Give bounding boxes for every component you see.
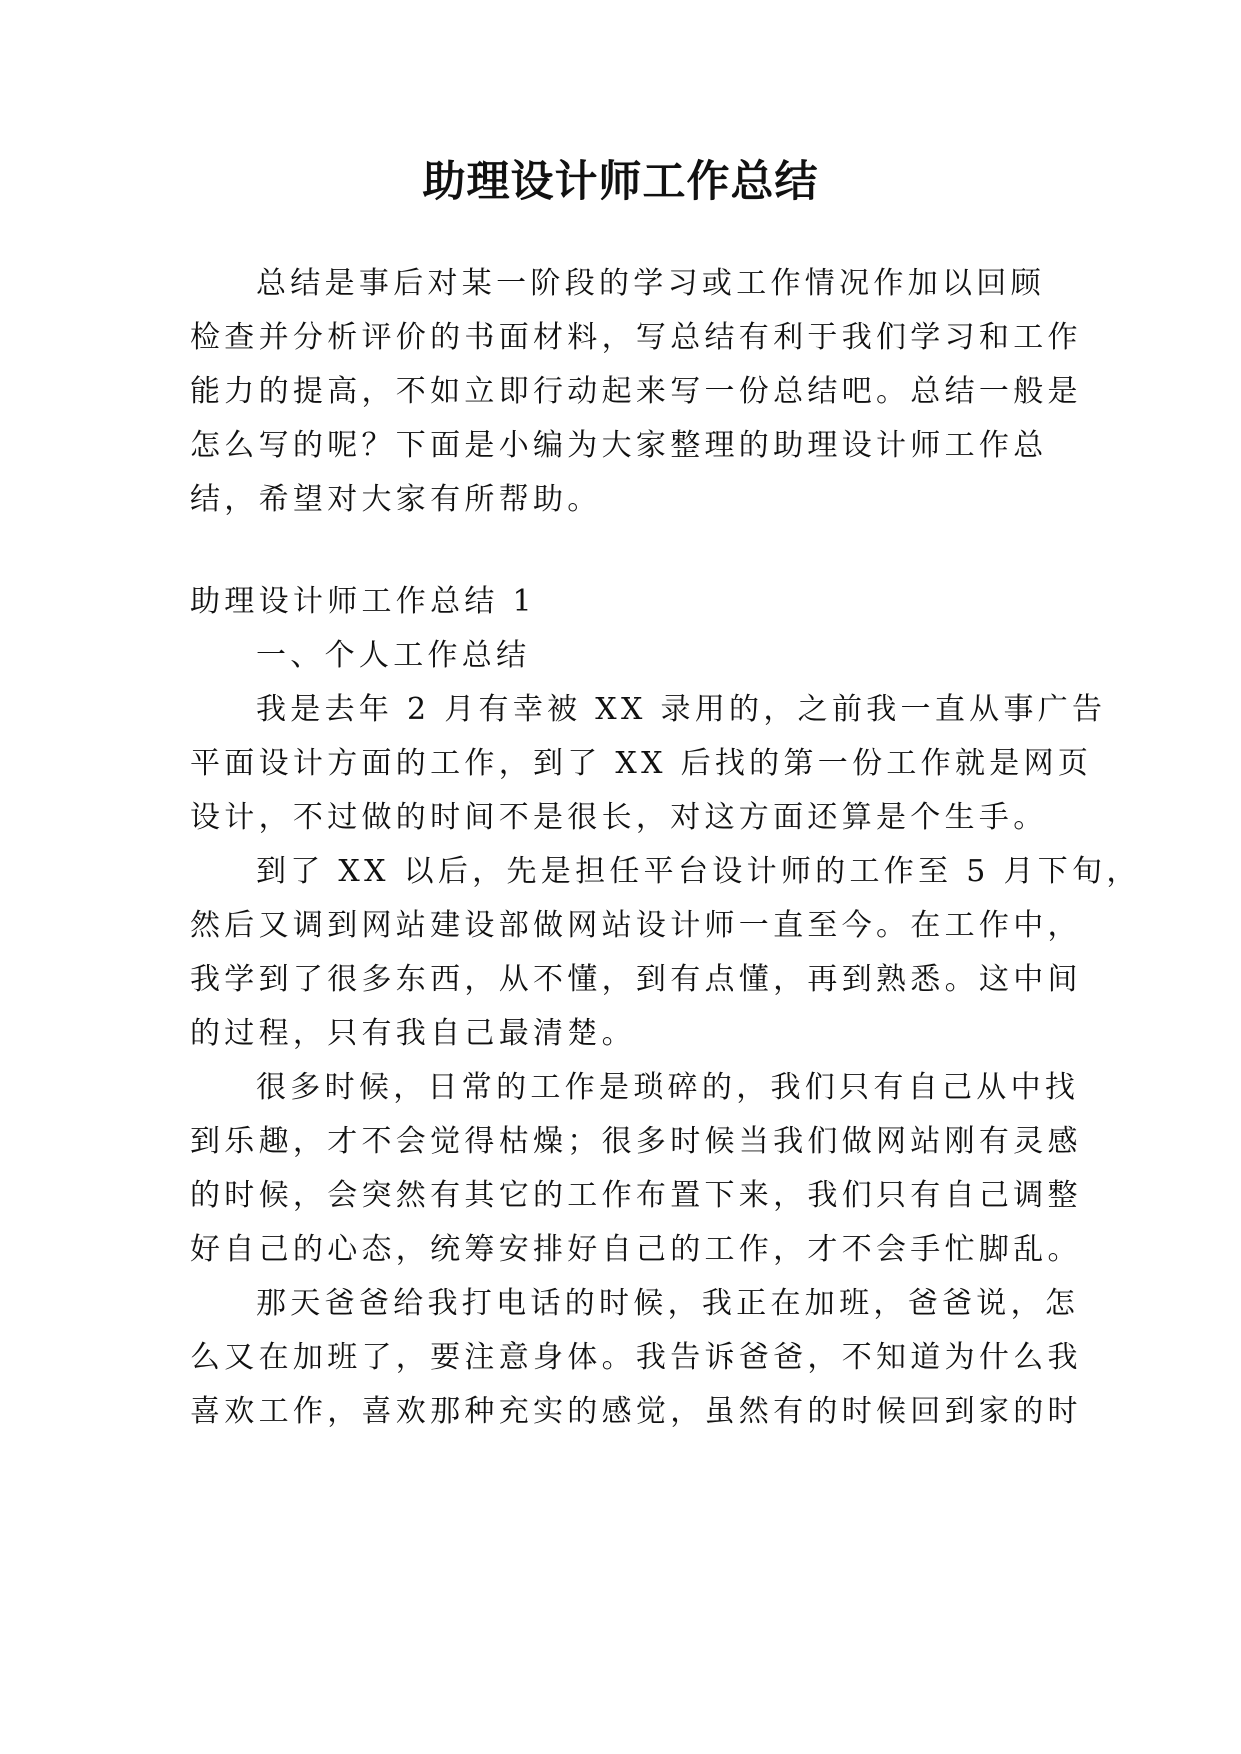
body-line: 好自己的心态，统筹安排好自己的工作，才不会手忙脚乱。 — [190, 1232, 1082, 1267]
body-line: 那天爸爸给我打电话的时候，我正在加班，爸爸说，怎 — [256, 1286, 1080, 1321]
body-line: 到了 XX 以后，先是担任平台设计师的工作至 5 月下旬， — [256, 854, 1141, 889]
body-line: 的时候，会突然有其它的工作布置下来，我们只有自己调整 — [190, 1178, 1082, 1213]
body-line: 平面设计方面的工作，到了 XX 后找的第一份工作就是网页 — [190, 746, 1093, 781]
body-line: 喜欢工作，喜欢那种充实的感觉，虽然有的时候回到家的时 — [190, 1394, 1082, 1429]
body-line: 设计，不过做的时间不是很长，对这方面还算是个生手。 — [190, 800, 1048, 835]
body-line: 的过程，只有我自己最清楚。 — [190, 1016, 636, 1051]
intro-line-2: 检查并分析评价的书面材料，写总结有利于我们学习和工作 — [190, 320, 1082, 355]
intro-line-1: 总结是事后对某一阶段的学习或工作情况作加以回顾 — [256, 266, 1045, 301]
body-line: 很多时候，日常的工作是琐碎的，我们只有自己从中找 — [256, 1070, 1080, 1105]
intro-line-5: 结，希望对大家有所帮助。 — [190, 482, 602, 517]
body-line: 然后又调到网站建设部做网站设计师一直至今。在工作中， — [190, 908, 1082, 943]
body-line: 我学到了很多东西，从不懂，到有点懂，再到熟悉。这中间 — [190, 962, 1082, 997]
section-heading: 助理设计师工作总结 1 — [190, 584, 536, 619]
body-line: 我是去年 2 月有幸被 XX 录用的，之前我一直从事广告 — [256, 692, 1107, 727]
body-line: 么又在加班了，要注意身体。我告诉爸爸，不知道为什么我 — [190, 1340, 1082, 1375]
subsection-heading: 一、个人工作总结 — [256, 638, 531, 673]
intro-line-4: 怎么写的呢？下面是小编为大家整理的助理设计师工作总 — [190, 428, 1048, 463]
intro-line-3: 能力的提高，不如立即行动起来写一份总结吧。总结一般是 — [190, 374, 1082, 409]
body-line: 到乐趣，才不会觉得枯燥；很多时候当我们做网站刚有灵感 — [190, 1124, 1082, 1159]
document-title: 助理设计师工作总结 — [422, 157, 819, 207]
